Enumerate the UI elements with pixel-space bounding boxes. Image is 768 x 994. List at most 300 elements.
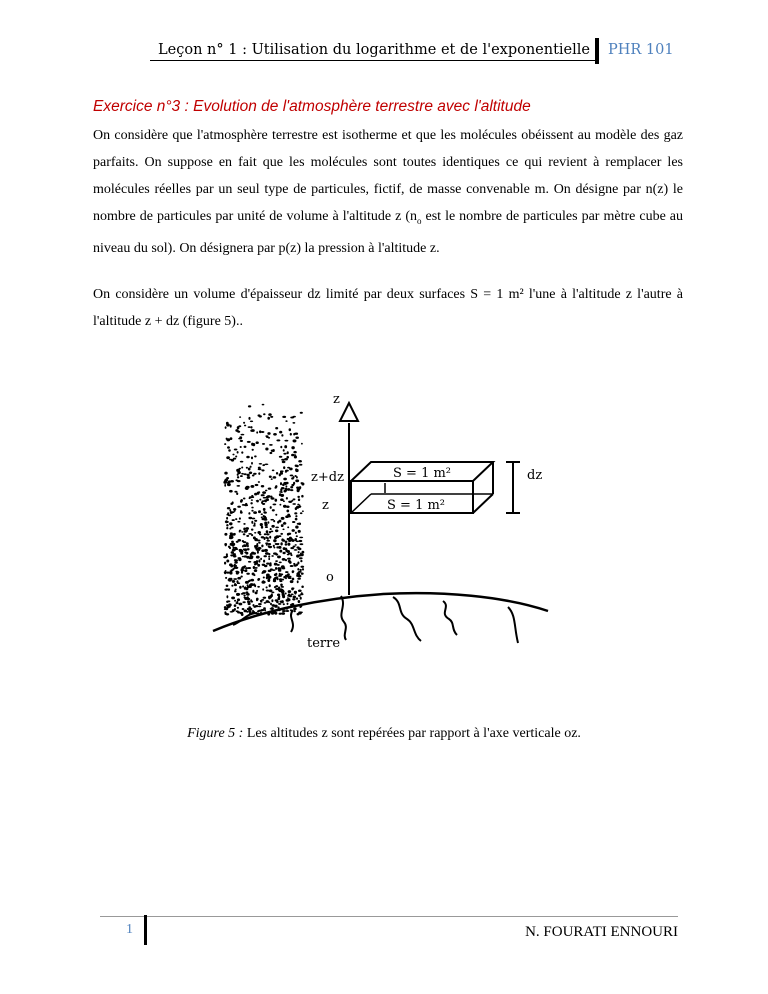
gas-particle — [253, 574, 255, 576]
gas-particle — [243, 609, 247, 612]
gas-particle — [240, 552, 243, 555]
gas-particle — [239, 416, 241, 418]
gas-particle — [234, 600, 236, 602]
gas-particle — [258, 467, 261, 469]
gas-particle — [245, 527, 249, 530]
gas-particle — [265, 490, 268, 492]
gas-particle — [297, 562, 299, 565]
gas-particle — [297, 555, 300, 557]
gas-particle — [246, 456, 250, 459]
gas-particle — [274, 577, 277, 580]
gas-particle — [245, 487, 248, 489]
gas-particle — [263, 581, 266, 583]
gas-particle — [267, 579, 270, 582]
gas-particle — [279, 578, 282, 581]
gas-particle — [265, 536, 267, 538]
gas-particle — [298, 600, 301, 603]
gas-particle — [237, 506, 241, 508]
gas-particle — [280, 446, 282, 449]
gas-particle — [260, 600, 262, 602]
gas-particle — [295, 518, 298, 521]
gas-particle — [277, 555, 281, 558]
gas-particle — [270, 608, 273, 610]
gas-particle — [289, 428, 291, 431]
gas-particle — [224, 484, 226, 487]
gas-particle — [298, 548, 302, 550]
gas-particle — [251, 528, 254, 530]
caption-text: Les altitudes z sont repérées par rapport à l'axe verticale oz. — [243, 726, 581, 741]
gas-particle — [263, 511, 265, 513]
gas-particle — [301, 586, 304, 589]
gas-particle — [242, 540, 244, 542]
gas-particle — [236, 571, 240, 573]
gas-particle — [251, 510, 253, 512]
gas-particle — [290, 594, 293, 596]
gas-particle — [287, 488, 290, 491]
gas-particle — [237, 577, 241, 580]
gas-particle — [232, 549, 236, 552]
gas-particle — [293, 451, 296, 454]
gas-particle — [252, 590, 254, 593]
gas-particle — [248, 561, 251, 563]
gas-particle — [235, 555, 237, 557]
gas-particle — [237, 426, 240, 429]
gas-particle — [285, 559, 287, 561]
gas-particle — [237, 607, 239, 609]
gas-particle — [279, 573, 281, 576]
gas-particle — [241, 473, 244, 475]
gas-particle — [295, 437, 299, 439]
page-header — [0, 38, 768, 64]
gas-particle — [259, 499, 261, 501]
gas-particle — [292, 503, 296, 505]
gas-particle — [259, 430, 261, 433]
gas-particle — [298, 589, 302, 592]
gas-particle — [263, 515, 265, 518]
gas-particle — [236, 469, 240, 472]
gas-particle — [253, 511, 257, 514]
gas-particle — [285, 482, 287, 485]
gas-particle — [237, 451, 239, 454]
gas-particle — [287, 543, 290, 546]
gas-particle — [264, 602, 267, 604]
gas-particle — [283, 548, 285, 550]
gas-particle — [290, 580, 294, 583]
gas-particle — [298, 551, 300, 553]
gas-particle — [240, 576, 242, 578]
gas-particle — [226, 571, 229, 573]
gas-particle — [272, 470, 275, 472]
gas-particle — [255, 484, 259, 486]
gas-particle — [273, 539, 277, 542]
gas-particle — [290, 486, 293, 488]
gas-particle — [285, 471, 287, 473]
gas-particle — [234, 566, 236, 569]
gas-particle — [240, 511, 243, 513]
gas-particle — [244, 425, 246, 427]
gas-particle — [229, 571, 232, 574]
gas-particle — [279, 550, 282, 553]
gas-particle — [291, 446, 294, 449]
gas-particle — [243, 497, 246, 499]
gas-particle — [243, 548, 245, 550]
gas-particle — [302, 551, 305, 554]
gas-particle — [268, 555, 270, 557]
gas-particle — [284, 458, 288, 461]
gas-particle — [298, 575, 302, 578]
gas-particle — [229, 547, 231, 549]
gas-particle — [248, 512, 250, 515]
gas-particle — [281, 434, 283, 437]
gas-particle — [297, 523, 301, 525]
gas-particle — [295, 507, 297, 510]
gas-particle — [242, 608, 245, 610]
gas-particle — [302, 568, 304, 570]
gas-particle — [286, 497, 288, 500]
gas-particle — [285, 578, 287, 580]
gas-particle — [297, 506, 300, 508]
gas-particle — [302, 510, 304, 512]
gas-particle — [250, 485, 254, 488]
gas-particle — [297, 572, 299, 575]
gas-particle — [227, 483, 231, 486]
gas-particle — [248, 610, 250, 613]
gas-particle — [285, 541, 288, 544]
gas-particle — [300, 512, 303, 514]
gas-particle — [260, 523, 263, 526]
gas-particle — [235, 455, 237, 457]
gas-particle — [295, 532, 297, 534]
gas-particle — [294, 607, 296, 610]
gas-particle — [224, 571, 227, 573]
gas-particle — [283, 505, 287, 508]
gas-particle — [241, 466, 243, 468]
gas-particle — [270, 519, 274, 521]
gas-particle — [273, 476, 277, 479]
gas-particle — [231, 596, 235, 599]
gas-particle — [240, 440, 243, 442]
gas-particle — [255, 591, 258, 594]
gas-particle — [256, 556, 260, 559]
gas-particle — [295, 526, 298, 529]
gas-particle — [256, 431, 258, 433]
gas-particle — [267, 521, 269, 524]
gas-particle — [292, 570, 294, 572]
gas-particle — [261, 513, 263, 515]
gas-particle — [272, 509, 275, 511]
gas-particle — [281, 612, 285, 615]
gas-particle — [241, 568, 244, 571]
gas-particle — [292, 416, 295, 418]
label-dz: dz — [527, 468, 543, 483]
gas-particle — [268, 543, 271, 545]
gas-particle — [250, 466, 252, 468]
gas-particle — [298, 530, 301, 533]
gas-particle — [242, 585, 244, 587]
gas-particle — [292, 476, 294, 479]
gas-particle — [282, 461, 286, 464]
gas-particle — [258, 542, 261, 544]
gas-particle — [240, 612, 244, 614]
gas-particle — [268, 546, 272, 548]
gas-particle — [294, 591, 297, 594]
gas-particle — [252, 449, 254, 451]
gas-particle — [290, 433, 292, 436]
gas-particle — [237, 431, 240, 433]
gas-particle — [280, 498, 284, 501]
gas-particle — [244, 570, 247, 573]
gas-particle — [224, 472, 227, 475]
gas-particle — [293, 439, 297, 442]
gas-particle — [283, 453, 286, 455]
gas-particle — [262, 491, 266, 494]
gas-particle — [261, 485, 265, 487]
gas-particle — [293, 433, 295, 436]
gas-particle — [226, 524, 228, 527]
gas-particle — [239, 436, 242, 439]
gas-particle — [282, 558, 286, 561]
gas-particle — [258, 559, 260, 562]
gas-particle — [277, 543, 280, 545]
gas-particle — [243, 422, 245, 424]
gas-particle — [247, 474, 250, 477]
gas-particle — [248, 517, 252, 519]
atmosphere-figure — [203, 395, 560, 657]
gas-particle — [226, 456, 230, 459]
author-name: N. FOURATI ENNOURI — [525, 924, 678, 940]
gas-particle — [266, 562, 269, 564]
volume-bottom-back-edge — [351, 494, 371, 513]
gas-particle — [268, 558, 270, 560]
gas-particle — [275, 588, 279, 590]
gas-particle — [277, 564, 280, 566]
gas-particle — [282, 594, 285, 597]
gas-particle — [297, 504, 299, 506]
gas-particles — [223, 404, 304, 616]
gas-particle — [257, 551, 259, 554]
gas-particle — [288, 560, 291, 563]
gas-particle — [245, 504, 247, 507]
gas-particle — [287, 558, 291, 560]
gas-particle — [265, 448, 268, 451]
gas-particle — [234, 604, 237, 607]
gas-particle — [234, 608, 236, 611]
gas-particle — [246, 542, 249, 545]
gas-particle — [293, 595, 297, 598]
gas-particle — [291, 484, 294, 486]
gas-particle — [246, 535, 249, 537]
gas-particle — [226, 595, 228, 598]
gas-particle — [290, 489, 293, 491]
gas-particle — [259, 415, 262, 417]
gas-particle — [266, 436, 269, 439]
gas-particle — [290, 565, 294, 567]
gas-particle — [277, 567, 280, 570]
gas-particle — [261, 549, 264, 552]
gas-particle — [266, 574, 270, 577]
gas-particle — [277, 521, 279, 524]
gas-particle — [267, 495, 271, 497]
gas-particle — [299, 543, 303, 545]
gas-particle — [294, 549, 298, 551]
gas-particle — [265, 526, 268, 528]
gas-particle — [237, 480, 241, 482]
gas-particle — [230, 536, 233, 539]
gas-particle — [247, 476, 251, 479]
gas-particle — [270, 528, 272, 530]
gas-particle — [231, 511, 234, 513]
gas-particle — [269, 476, 272, 478]
gas-particle — [244, 586, 246, 588]
gas-particle — [267, 417, 270, 420]
gas-particle — [246, 573, 250, 575]
gas-particle — [261, 536, 265, 538]
gas-particle — [237, 598, 240, 601]
gas-particle — [258, 491, 260, 493]
gas-particle — [294, 610, 296, 612]
header-divider — [595, 38, 599, 64]
gas-particle — [227, 507, 230, 509]
gas-particle — [285, 592, 287, 594]
gas-particle — [270, 416, 273, 418]
gas-particle — [281, 524, 284, 527]
gas-particle — [280, 542, 282, 545]
gas-particle — [292, 422, 295, 424]
gas-particle — [277, 597, 280, 600]
gas-particle — [283, 603, 285, 605]
gas-particle — [279, 431, 282, 434]
gas-particle — [242, 601, 245, 603]
earth-crack — [508, 607, 518, 643]
earth-crack — [393, 597, 421, 641]
gas-particle — [262, 588, 264, 590]
gas-particle — [263, 570, 265, 572]
earth-surface — [213, 593, 548, 631]
gas-particle — [248, 405, 251, 407]
gas-particle — [269, 589, 273, 592]
gas-particle — [301, 482, 304, 485]
gas-particle — [226, 423, 230, 426]
gas-particle — [246, 591, 249, 593]
gas-particle — [239, 549, 243, 551]
gas-particle — [254, 564, 256, 566]
gas-particle — [233, 508, 236, 511]
gas-particle — [226, 517, 228, 520]
gas-particle — [258, 603, 262, 605]
gas-particle — [275, 527, 279, 529]
gas-particle — [247, 584, 249, 586]
gas-particle — [232, 519, 235, 521]
gas-particle — [229, 522, 233, 525]
lesson-title: Leçon n° 1 : Utilisation du logarithme et de l'exponentielle — [158, 42, 590, 58]
gas-particle — [273, 552, 277, 554]
gas-particle — [235, 518, 237, 520]
gas-particle — [229, 528, 231, 530]
gas-particle — [286, 509, 289, 512]
gas-particle — [241, 531, 244, 533]
gas-particle — [266, 543, 268, 546]
gas-particle — [280, 494, 284, 497]
gas-particle — [282, 484, 285, 487]
gas-particle — [276, 546, 278, 548]
gas-particle — [236, 593, 240, 596]
gas-particle — [271, 525, 274, 528]
gas-particle — [297, 580, 299, 583]
gas-particle — [241, 434, 245, 436]
gas-particle — [261, 545, 263, 548]
gas-particle — [256, 500, 259, 502]
gas-particle — [275, 599, 279, 601]
gas-particle — [275, 573, 277, 576]
gas-particle — [275, 529, 278, 532]
gas-particle — [279, 562, 282, 564]
gas-particle — [269, 562, 271, 564]
gas-particle — [273, 520, 275, 522]
earth-crack — [443, 601, 457, 635]
figure-caption — [0, 726, 768, 742]
gas-particle — [284, 445, 287, 448]
gas-particle — [283, 478, 287, 481]
paragraph-intro-part2: est le nombre de particules par mètre cube au niveau du sol). On désignera par p(z) la pression à l'altitude z. — [93, 209, 683, 256]
gas-particle — [266, 540, 270, 542]
gas-particle — [300, 597, 302, 600]
gas-particle — [292, 521, 295, 523]
gas-particle — [295, 544, 297, 546]
gas-particle — [283, 449, 285, 452]
gas-particle — [241, 571, 243, 574]
gas-particle — [275, 560, 278, 562]
gas-particle — [300, 566, 304, 568]
gas-particle — [268, 413, 272, 416]
gas-particle — [250, 583, 254, 586]
gas-particle — [235, 589, 237, 591]
gas-particle — [282, 552, 285, 554]
gas-particle — [298, 611, 302, 614]
gas-particle — [249, 556, 252, 559]
gas-particle — [294, 475, 296, 477]
gas-particle — [264, 523, 267, 526]
gas-particle — [299, 537, 303, 539]
gas-particle — [237, 474, 239, 476]
gas-particle — [271, 599, 273, 602]
gas-particle — [273, 545, 275, 547]
gas-particle — [240, 461, 244, 463]
gas-particle — [273, 503, 277, 505]
gas-particle — [286, 599, 290, 602]
gas-particle — [227, 446, 230, 449]
gas-particle — [232, 580, 236, 583]
gas-particle — [291, 587, 294, 590]
gas-particle — [225, 612, 227, 615]
z-axis-label: z — [333, 395, 340, 407]
gas-particle — [228, 579, 231, 582]
gas-particle — [287, 597, 289, 599]
gas-particle — [294, 564, 298, 566]
gas-particle — [268, 553, 270, 555]
gas-particle — [276, 472, 278, 475]
gas-particle — [246, 467, 248, 469]
gas-particle — [258, 578, 260, 581]
gas-particle — [259, 463, 262, 465]
gas-particle — [262, 404, 265, 406]
gas-particle — [288, 539, 291, 542]
gas-particle — [263, 597, 267, 599]
gas-particle — [256, 441, 259, 444]
gas-particle — [226, 560, 229, 563]
gas-particle — [275, 567, 277, 570]
gas-particle — [238, 603, 242, 606]
footer-rule — [100, 916, 678, 917]
